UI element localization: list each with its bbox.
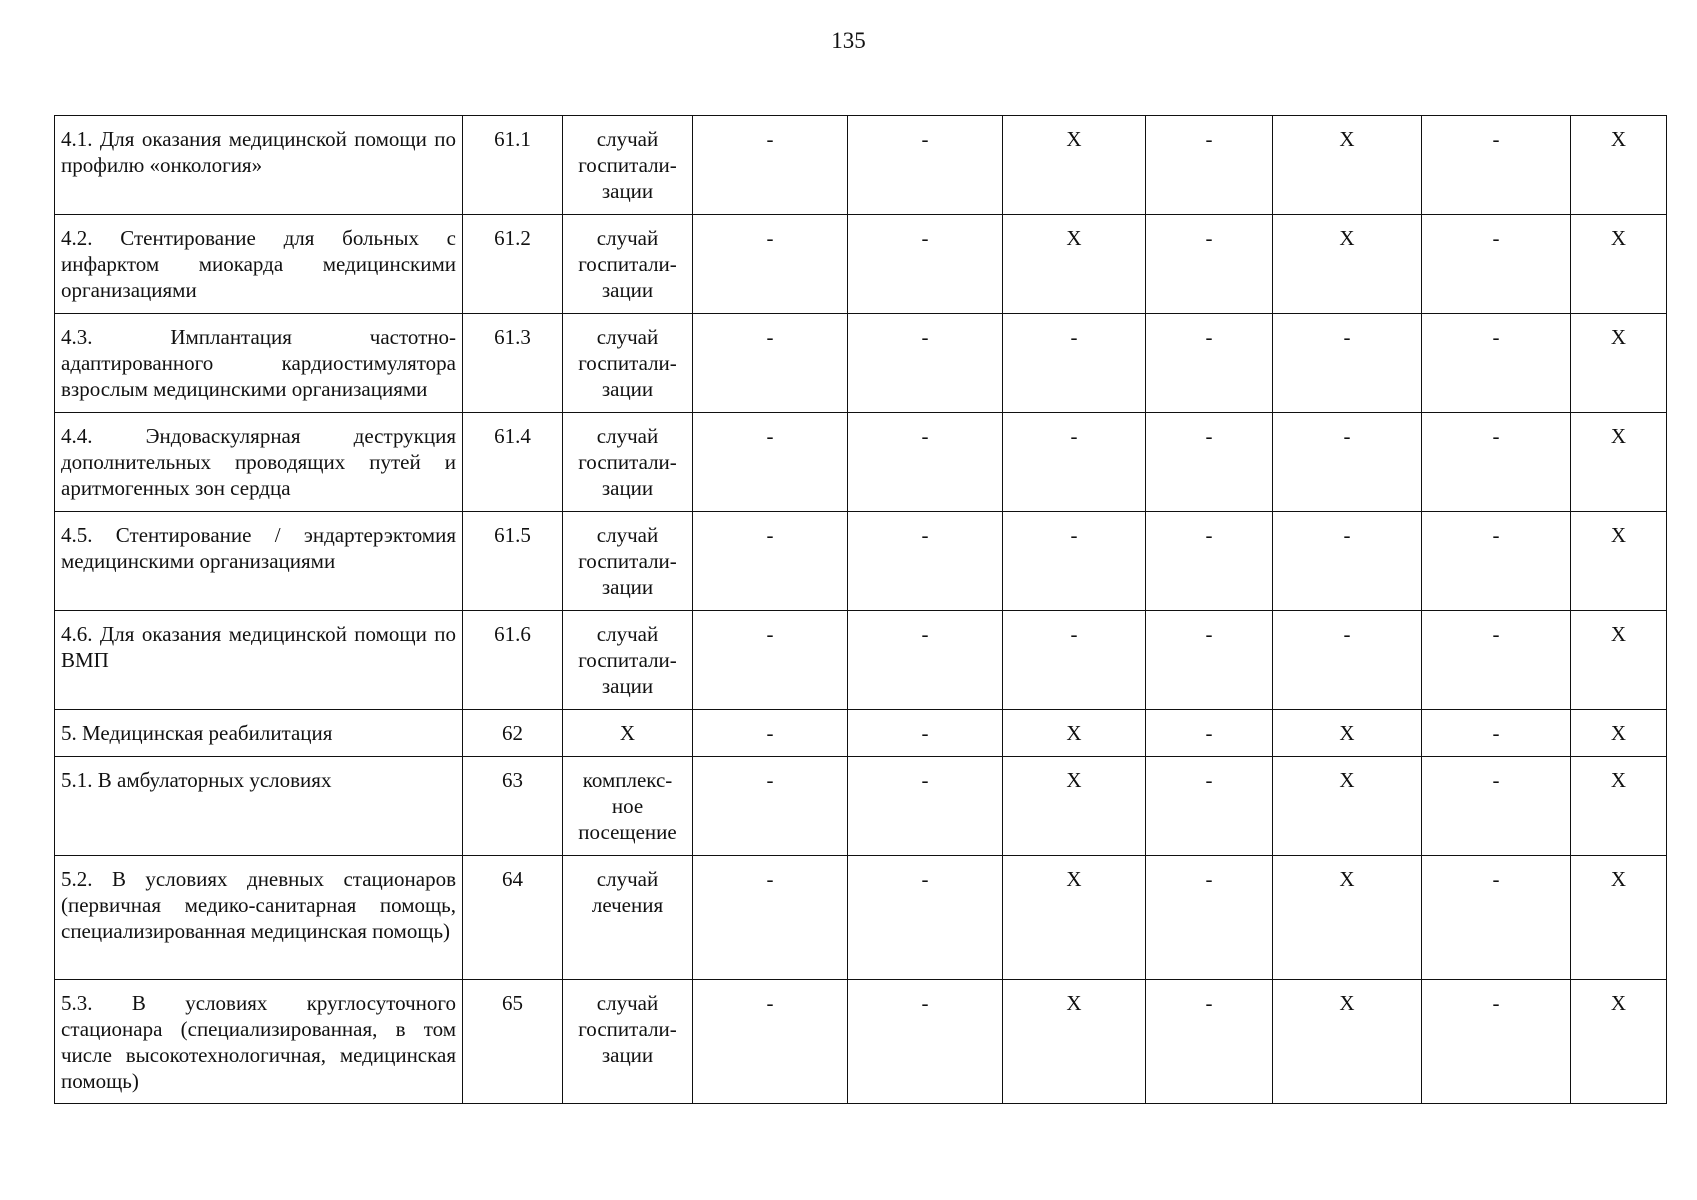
- row-name-cell: 4.5. Стентирование / эндартерэктомия медицинскими организациями: [55, 512, 463, 611]
- row-value-cell: -: [1146, 413, 1273, 512]
- row-value-cell: -: [693, 757, 848, 856]
- row-value-cell: -: [848, 757, 1003, 856]
- row-value-cell: -: [848, 980, 1003, 1104]
- row-code-cell: 61.6: [463, 611, 563, 710]
- row-value-cell: X: [1571, 757, 1667, 856]
- row-value-cell: -: [1422, 856, 1571, 980]
- row-value-cell: X: [1273, 215, 1422, 314]
- row-value-cell: -: [1003, 413, 1146, 512]
- row-value-cell: X: [1571, 215, 1667, 314]
- row-value-cell: -: [848, 611, 1003, 710]
- row-unit-cell: случай госпитали-зации: [563, 413, 693, 512]
- row-value-cell: -: [1422, 314, 1571, 413]
- row-value-cell: X: [1003, 215, 1146, 314]
- row-value-cell: -: [693, 512, 848, 611]
- row-value-cell: -: [693, 314, 848, 413]
- row-value-cell: X: [1273, 856, 1422, 980]
- data-table: [54, 115, 1667, 1104]
- row-name-cell: 4.1. Для оказания медицинской помощи по профилю «онкология»: [55, 116, 463, 215]
- row-value-cell: X: [1273, 710, 1422, 757]
- row-value-cell: -: [693, 980, 848, 1104]
- row-unit-cell: случай госпитали-зации: [563, 512, 693, 611]
- row-value-cell: X: [1571, 512, 1667, 611]
- row-value-cell: -: [693, 710, 848, 757]
- row-value-cell: -: [1146, 757, 1273, 856]
- row-value-cell: X: [1571, 116, 1667, 215]
- table-body: [55, 116, 1667, 1104]
- row-name-cell: 4.4. Эндоваскулярная деструкция дополнительных проводящих путей и аритмогенных зон сердца: [55, 413, 463, 512]
- row-code-cell: 61.2: [463, 215, 563, 314]
- row-value-cell: -: [848, 116, 1003, 215]
- row-value-cell: -: [693, 413, 848, 512]
- row-value-cell: X: [1273, 116, 1422, 215]
- row-unit-cell: X: [563, 710, 693, 757]
- row-value-cell: -: [1146, 215, 1273, 314]
- table-row: [55, 710, 1667, 757]
- row-value-cell: -: [1146, 980, 1273, 1104]
- row-code-cell: 61.5: [463, 512, 563, 611]
- row-value-cell: -: [1003, 512, 1146, 611]
- row-value-cell: X: [1003, 856, 1146, 980]
- row-value-cell: -: [1273, 611, 1422, 710]
- row-value-cell: -: [1422, 611, 1571, 710]
- row-value-cell: -: [1146, 856, 1273, 980]
- row-unit-cell: случай госпитали-зации: [563, 980, 693, 1104]
- row-unit-cell: случай госпитали-зации: [563, 116, 693, 215]
- row-name-cell: 5. Медицинская реабилитация: [55, 710, 463, 757]
- row-value-cell: X: [1571, 710, 1667, 757]
- table-row: [55, 512, 1667, 611]
- row-unit-cell: случай госпитали-зации: [563, 314, 693, 413]
- table-row: [55, 757, 1667, 856]
- row-value-cell: -: [693, 611, 848, 710]
- row-value-cell: -: [1146, 116, 1273, 215]
- row-value-cell: -: [1146, 611, 1273, 710]
- row-value-cell: -: [1422, 757, 1571, 856]
- row-value-cell: -: [1146, 512, 1273, 611]
- row-value-cell: -: [1273, 512, 1422, 611]
- row-value-cell: X: [1571, 980, 1667, 1104]
- row-value-cell: -: [1003, 314, 1146, 413]
- row-value-cell: -: [848, 215, 1003, 314]
- row-value-cell: X: [1003, 710, 1146, 757]
- row-value-cell: X: [1571, 856, 1667, 980]
- row-code-cell: 63: [463, 757, 563, 856]
- row-code-cell: 61.4: [463, 413, 563, 512]
- row-value-cell: -: [1422, 980, 1571, 1104]
- row-unit-cell: случай госпитали-зации: [563, 611, 693, 710]
- row-name-cell: 4.6. Для оказания медицинской помощи по ВМП: [55, 611, 463, 710]
- row-value-cell: X: [1003, 980, 1146, 1104]
- row-value-cell: X: [1571, 611, 1667, 710]
- row-value-cell: -: [1422, 710, 1571, 757]
- table-row: [55, 611, 1667, 710]
- table-row: [55, 215, 1667, 314]
- row-value-cell: -: [1003, 611, 1146, 710]
- row-value-cell: -: [848, 512, 1003, 611]
- row-value-cell: -: [848, 314, 1003, 413]
- row-value-cell: -: [848, 710, 1003, 757]
- row-unit-cell: случай госпитали-зации: [563, 215, 693, 314]
- row-value-cell: -: [1422, 512, 1571, 611]
- row-name-cell: 4.3. Имплантация частотно-адаптированного кардиостимулятора взрослым медицинскими организациями: [55, 314, 463, 413]
- row-unit-cell: комплекс-ное посещение: [563, 757, 693, 856]
- row-value-cell: X: [1273, 980, 1422, 1104]
- row-value-cell: -: [693, 856, 848, 980]
- row-code-cell: 61.3: [463, 314, 563, 413]
- row-value-cell: -: [1146, 314, 1273, 413]
- table-row: [55, 856, 1667, 980]
- row-value-cell: -: [1422, 116, 1571, 215]
- row-code-cell: 61.1: [463, 116, 563, 215]
- table-row: [55, 413, 1667, 512]
- table-row: [55, 314, 1667, 413]
- row-value-cell: -: [1422, 215, 1571, 314]
- table-row: [55, 116, 1667, 215]
- row-value-cell: -: [1273, 314, 1422, 413]
- row-name-cell: 5.3. В условиях круглосуточного стационара (специализированная, в том числе высокотехнологичная, медицинская помощь): [55, 980, 463, 1104]
- row-value-cell: -: [1422, 413, 1571, 512]
- row-name-cell: 5.2. В условиях дневных стационаров (первичная медико-санитарная помощь, специализированная медицинская помощь): [55, 856, 463, 980]
- row-value-cell: -: [848, 856, 1003, 980]
- page-number: 135: [831, 28, 866, 53]
- row-value-cell: X: [1003, 116, 1146, 215]
- row-code-cell: 65: [463, 980, 563, 1104]
- row-value-cell: -: [848, 413, 1003, 512]
- row-value-cell: -: [1273, 413, 1422, 512]
- row-value-cell: X: [1571, 413, 1667, 512]
- row-name-cell: 5.1. В амбулаторных условиях: [55, 757, 463, 856]
- row-name-cell: 4.2. Стентирование для больных с инфарктом миокарда медицинскими организациями: [55, 215, 463, 314]
- row-value-cell: X: [1273, 757, 1422, 856]
- row-code-cell: 62: [463, 710, 563, 757]
- row-value-cell: -: [1146, 710, 1273, 757]
- table-row: [55, 980, 1667, 1104]
- row-code-cell: 64: [463, 856, 563, 980]
- row-value-cell: X: [1003, 757, 1146, 856]
- row-unit-cell: случай лечения: [563, 856, 693, 980]
- row-value-cell: -: [693, 116, 848, 215]
- row-value-cell: -: [693, 215, 848, 314]
- row-value-cell: X: [1571, 314, 1667, 413]
